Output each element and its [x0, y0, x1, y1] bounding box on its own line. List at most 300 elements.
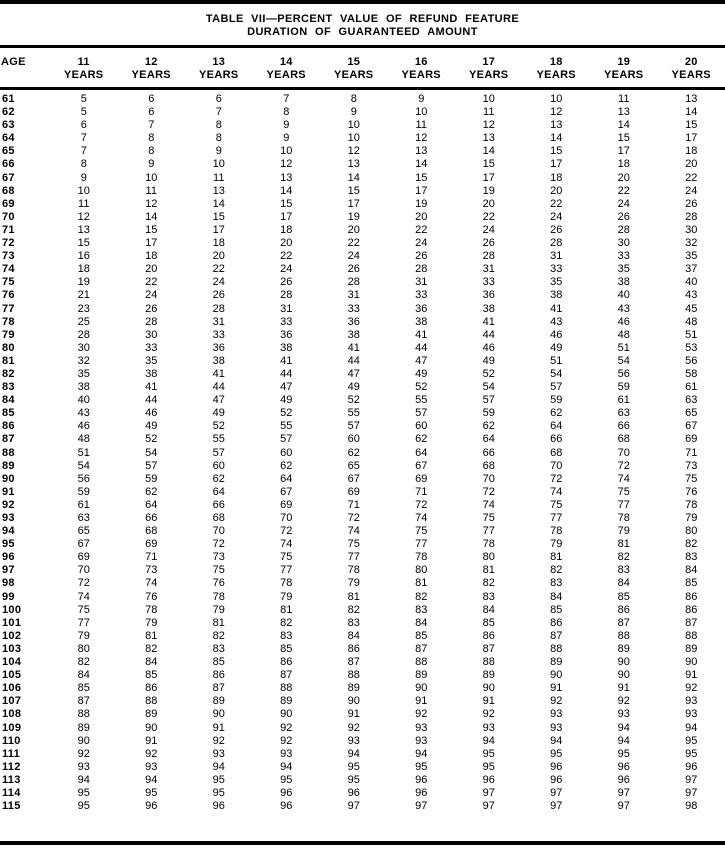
year-header-number: 13 — [185, 56, 253, 69]
value-cell: 22 — [320, 237, 388, 250]
value-cell: 22 — [658, 172, 725, 185]
age-cell: 78 — [0, 316, 50, 329]
value-cell: 43 — [590, 303, 658, 316]
value-cell: 73 — [658, 460, 725, 473]
value-cell: 87 — [320, 656, 388, 669]
value-cell: 86 — [658, 604, 725, 617]
value-cell: 15 — [118, 224, 186, 237]
value-cell: 87 — [590, 617, 658, 630]
value-cell: 57 — [253, 433, 321, 446]
value-cell: 66 — [185, 499, 253, 512]
age-cell: 75 — [0, 276, 50, 289]
value-cell: 47 — [320, 368, 388, 381]
table-row — [0, 185, 725, 198]
value-cell: 73 — [118, 564, 186, 577]
value-cell: 57 — [185, 447, 253, 460]
value-cell: 17 — [253, 211, 321, 224]
table-row — [0, 198, 725, 211]
table-row — [0, 460, 725, 473]
value-cell: 72 — [523, 473, 591, 486]
age-cell: 65 — [0, 145, 50, 158]
value-cell: 24 — [320, 250, 388, 263]
table-row — [0, 89, 725, 107]
value-cell: 88 — [388, 656, 456, 669]
value-cell: 74 — [455, 499, 523, 512]
value-cell: 96 — [523, 774, 591, 787]
value-cell: 85 — [185, 656, 253, 669]
value-cell: 87 — [185, 682, 253, 695]
value-cell: 19 — [388, 198, 456, 211]
value-cell: 60 — [320, 433, 388, 446]
value-cell: 74 — [523, 486, 591, 499]
column-header-year-16 — [388, 48, 456, 89]
value-cell: 83 — [455, 591, 523, 604]
value-cell: 74 — [590, 473, 658, 486]
age-cell: 91 — [0, 486, 50, 499]
table-row — [0, 499, 725, 512]
value-cell: 49 — [320, 381, 388, 394]
value-cell: 79 — [185, 604, 253, 617]
value-cell: 83 — [185, 643, 253, 656]
age-cell: 94 — [0, 525, 50, 538]
value-cell: 90 — [253, 708, 321, 721]
table-row — [0, 774, 725, 787]
value-cell: 97 — [523, 787, 591, 800]
value-cell: 68 — [118, 525, 186, 538]
value-cell: 60 — [185, 460, 253, 473]
age-cell: 109 — [0, 722, 50, 735]
table-row — [0, 250, 725, 263]
age-cell: 107 — [0, 695, 50, 708]
age-cell: 112 — [0, 761, 50, 774]
value-cell: 68 — [185, 512, 253, 525]
value-cell: 65 — [658, 407, 725, 420]
table-row — [0, 237, 725, 250]
value-cell: 61 — [50, 499, 118, 512]
value-cell: 44 — [320, 355, 388, 368]
value-cell: 86 — [185, 669, 253, 682]
table-row — [0, 722, 725, 735]
value-cell: 93 — [523, 722, 591, 735]
age-cell: 106 — [0, 682, 50, 695]
value-cell: 69 — [118, 538, 186, 551]
value-cell: 92 — [455, 708, 523, 721]
table-row — [0, 617, 725, 630]
value-cell: 18 — [590, 158, 658, 171]
table-row — [0, 289, 725, 302]
age-cell: 108 — [0, 708, 50, 721]
value-cell: 9 — [253, 119, 321, 132]
value-cell: 54 — [455, 381, 523, 394]
value-cell: 95 — [320, 774, 388, 787]
value-cell: 84 — [50, 669, 118, 682]
value-cell: 89 — [185, 695, 253, 708]
value-cell: 40 — [658, 276, 725, 289]
table-row — [0, 158, 725, 171]
value-cell: 81 — [253, 604, 321, 617]
value-cell: 49 — [455, 355, 523, 368]
value-cell: 33 — [590, 250, 658, 263]
value-cell: 75 — [320, 538, 388, 551]
value-cell: 49 — [185, 407, 253, 420]
value-cell: 8 — [185, 119, 253, 132]
value-cell: 88 — [658, 630, 725, 643]
year-header-unit: YEARS — [118, 69, 186, 82]
value-cell: 56 — [658, 355, 725, 368]
table-row — [0, 787, 725, 800]
year-header-unit: YEARS — [523, 69, 591, 82]
value-cell: 96 — [185, 800, 253, 813]
value-cell: 82 — [185, 630, 253, 643]
value-cell: 93 — [523, 708, 591, 721]
value-cell: 78 — [185, 591, 253, 604]
value-cell: 92 — [50, 748, 118, 761]
age-cell: 86 — [0, 420, 50, 433]
value-cell: 90 — [185, 708, 253, 721]
value-cell: 10 — [185, 158, 253, 171]
value-cell: 17 — [658, 132, 725, 145]
value-cell: 44 — [388, 342, 456, 355]
value-cell: 14 — [185, 198, 253, 211]
age-cell: 79 — [0, 329, 50, 342]
value-cell: 33 — [185, 329, 253, 342]
value-cell: 33 — [523, 263, 591, 276]
value-cell: 24 — [455, 224, 523, 237]
age-cell: 92 — [0, 499, 50, 512]
value-cell: 94 — [253, 761, 321, 774]
value-cell: 64 — [185, 486, 253, 499]
value-cell: 26 — [118, 303, 186, 316]
value-cell: 92 — [523, 695, 591, 708]
value-cell: 33 — [388, 289, 456, 302]
age-cell: 111 — [0, 748, 50, 761]
table-row — [0, 420, 725, 433]
value-cell: 69 — [388, 473, 456, 486]
value-cell: 28 — [118, 316, 186, 329]
value-cell: 17 — [590, 145, 658, 158]
value-cell: 20 — [658, 158, 725, 171]
column-header-year-13 — [185, 48, 253, 89]
value-cell: 18 — [50, 263, 118, 276]
value-cell: 94 — [118, 774, 186, 787]
value-cell: 88 — [50, 708, 118, 721]
value-cell: 13 — [455, 132, 523, 145]
age-cell: 90 — [0, 473, 50, 486]
value-cell: 24 — [185, 276, 253, 289]
value-cell: 70 — [590, 447, 658, 460]
value-cell: 20 — [590, 172, 658, 185]
value-cell: 13 — [185, 185, 253, 198]
value-cell: 93 — [388, 735, 456, 748]
value-cell: 25 — [50, 316, 118, 329]
value-cell: 97 — [658, 774, 725, 787]
year-header-unit: YEARS — [185, 69, 253, 82]
value-cell: 33 — [455, 276, 523, 289]
value-cell: 41 — [320, 342, 388, 355]
table-row — [0, 132, 725, 145]
column-header-year-12 — [118, 48, 186, 89]
value-cell: 83 — [523, 577, 591, 590]
year-header-unit: YEARS — [658, 69, 725, 82]
value-cell: 15 — [590, 132, 658, 145]
age-cell: 110 — [0, 735, 50, 748]
value-cell: 92 — [253, 722, 321, 735]
age-cell: 82 — [0, 368, 50, 381]
table-row — [0, 355, 725, 368]
table-row — [0, 211, 725, 224]
value-cell: 94 — [590, 722, 658, 735]
value-cell: 61 — [590, 394, 658, 407]
value-cell: 95 — [455, 761, 523, 774]
value-cell: 41 — [118, 381, 186, 394]
column-header-year-20 — [658, 48, 725, 89]
value-cell: 93 — [590, 708, 658, 721]
value-cell: 94 — [590, 735, 658, 748]
value-cell: 75 — [455, 512, 523, 525]
value-cell: 72 — [185, 538, 253, 551]
value-cell: 91 — [455, 695, 523, 708]
value-cell: 77 — [320, 551, 388, 564]
value-cell: 94 — [455, 735, 523, 748]
value-cell: 92 — [253, 735, 321, 748]
year-header-number: 16 — [388, 56, 456, 69]
value-cell: 44 — [118, 394, 186, 407]
value-cell: 31 — [185, 316, 253, 329]
value-cell: 18 — [118, 250, 186, 263]
value-cell: 92 — [388, 708, 456, 721]
value-cell: 9 — [118, 158, 186, 171]
value-cell: 65 — [320, 460, 388, 473]
value-cell: 26 — [455, 237, 523, 250]
value-cell: 95 — [658, 748, 725, 761]
value-cell: 28 — [320, 276, 388, 289]
value-cell: 40 — [590, 289, 658, 302]
value-cell: 7 — [253, 89, 321, 107]
value-cell: 46 — [523, 329, 591, 342]
age-cell: 93 — [0, 512, 50, 525]
value-cell: 83 — [590, 564, 658, 577]
value-cell: 35 — [118, 355, 186, 368]
value-cell: 60 — [388, 420, 456, 433]
value-cell: 38 — [388, 316, 456, 329]
value-cell: 94 — [185, 761, 253, 774]
value-cell: 84 — [455, 604, 523, 617]
value-cell: 28 — [455, 250, 523, 263]
value-cell: 26 — [320, 263, 388, 276]
value-cell: 13 — [590, 106, 658, 119]
value-cell: 28 — [253, 289, 321, 302]
value-cell: 33 — [320, 303, 388, 316]
value-cell: 14 — [590, 119, 658, 132]
year-header-number: 11 — [50, 56, 118, 69]
value-cell: 67 — [50, 538, 118, 551]
value-cell: 49 — [523, 342, 591, 355]
value-cell: 17 — [388, 185, 456, 198]
value-cell: 22 — [455, 211, 523, 224]
value-cell: 86 — [523, 617, 591, 630]
age-cell: 74 — [0, 263, 50, 276]
value-cell: 54 — [118, 447, 186, 460]
value-cell: 87 — [455, 643, 523, 656]
value-cell: 33 — [118, 342, 186, 355]
value-cell: 91 — [523, 682, 591, 695]
age-cell: 72 — [0, 237, 50, 250]
value-cell: 28 — [388, 263, 456, 276]
value-cell: 7 — [185, 106, 253, 119]
value-cell: 92 — [185, 735, 253, 748]
value-cell: 17 — [523, 158, 591, 171]
value-cell: 10 — [455, 89, 523, 107]
value-cell: 85 — [388, 630, 456, 643]
column-header-year-19 — [590, 48, 658, 89]
age-cell: 83 — [0, 381, 50, 394]
value-cell: 96 — [253, 800, 321, 813]
value-cell: 83 — [658, 551, 725, 564]
value-cell: 82 — [50, 656, 118, 669]
value-cell: 59 — [523, 394, 591, 407]
value-cell: 85 — [590, 591, 658, 604]
value-cell: 26 — [590, 211, 658, 224]
value-cell: 91 — [388, 695, 456, 708]
value-cell: 83 — [253, 630, 321, 643]
table-row — [0, 303, 725, 316]
value-cell: 67 — [658, 420, 725, 433]
value-cell: 81 — [118, 630, 186, 643]
age-cell: 89 — [0, 460, 50, 473]
value-cell: 8 — [118, 145, 186, 158]
value-cell: 6 — [50, 119, 118, 132]
value-cell: 93 — [50, 761, 118, 774]
value-cell: 68 — [523, 447, 591, 460]
table-row — [0, 577, 725, 590]
table-row — [0, 551, 725, 564]
value-cell: 60 — [253, 447, 321, 460]
value-cell: 75 — [50, 604, 118, 617]
value-cell: 81 — [388, 577, 456, 590]
value-cell: 95 — [388, 761, 456, 774]
value-cell: 12 — [388, 132, 456, 145]
age-cell: 66 — [0, 158, 50, 171]
value-cell: 46 — [50, 420, 118, 433]
value-cell: 77 — [590, 499, 658, 512]
value-cell: 80 — [388, 564, 456, 577]
value-cell: 89 — [658, 643, 725, 656]
value-cell: 68 — [455, 460, 523, 473]
value-cell: 10 — [320, 132, 388, 145]
value-cell: 30 — [658, 224, 725, 237]
value-cell: 31 — [523, 250, 591, 263]
value-cell: 90 — [658, 656, 725, 669]
value-cell: 67 — [388, 460, 456, 473]
value-cell: 77 — [253, 564, 321, 577]
value-cell: 54 — [590, 355, 658, 368]
value-cell: 76 — [185, 577, 253, 590]
value-cell: 82 — [523, 564, 591, 577]
age-cell: 99 — [0, 591, 50, 604]
value-cell: 26 — [658, 198, 725, 211]
value-cell: 88 — [118, 695, 186, 708]
age-cell: 88 — [0, 447, 50, 460]
value-cell: 47 — [253, 381, 321, 394]
value-cell: 82 — [118, 643, 186, 656]
column-header-year-14 — [253, 48, 321, 89]
table-body — [0, 89, 725, 814]
value-cell: 93 — [253, 748, 321, 761]
value-cell: 20 — [185, 250, 253, 263]
value-cell: 79 — [658, 512, 725, 525]
value-cell: 77 — [50, 617, 118, 630]
value-cell: 71 — [388, 486, 456, 499]
value-cell: 79 — [253, 591, 321, 604]
value-cell: 17 — [118, 237, 186, 250]
table-row — [0, 564, 725, 577]
value-cell: 82 — [590, 551, 658, 564]
value-cell: 93 — [658, 708, 725, 721]
value-cell: 22 — [388, 224, 456, 237]
value-cell: 82 — [253, 617, 321, 630]
value-cell: 81 — [590, 538, 658, 551]
value-cell: 59 — [590, 381, 658, 394]
value-cell: 21 — [50, 289, 118, 302]
value-cell: 81 — [185, 617, 253, 630]
column-header-year-18 — [523, 48, 591, 89]
value-cell: 89 — [253, 695, 321, 708]
value-cell: 93 — [118, 761, 186, 774]
value-cell: 68 — [590, 433, 658, 446]
value-cell: 44 — [185, 381, 253, 394]
value-cell: 12 — [50, 211, 118, 224]
value-cell: 92 — [590, 695, 658, 708]
value-cell: 5 — [50, 89, 118, 107]
value-cell: 24 — [523, 211, 591, 224]
value-cell: 8 — [118, 132, 186, 145]
value-cell: 18 — [523, 172, 591, 185]
value-cell: 33 — [253, 316, 321, 329]
value-cell: 67 — [253, 486, 321, 499]
value-cell: 97 — [523, 800, 591, 813]
value-cell: 22 — [185, 263, 253, 276]
value-cell: 78 — [118, 604, 186, 617]
value-cell: 19 — [320, 211, 388, 224]
value-cell: 44 — [455, 329, 523, 342]
value-cell: 96 — [388, 787, 456, 800]
value-cell: 47 — [388, 355, 456, 368]
table-row — [0, 342, 725, 355]
value-cell: 79 — [50, 630, 118, 643]
value-cell: 44 — [253, 368, 321, 381]
year-header-number: 15 — [320, 56, 388, 69]
value-cell: 78 — [455, 538, 523, 551]
value-cell: 71 — [320, 499, 388, 512]
value-cell: 22 — [118, 276, 186, 289]
value-cell: 14 — [658, 106, 725, 119]
value-cell: 8 — [253, 106, 321, 119]
value-cell: 41 — [388, 329, 456, 342]
value-cell: 15 — [658, 119, 725, 132]
value-cell: 86 — [590, 604, 658, 617]
age-cell: 73 — [0, 250, 50, 263]
value-cell: 26 — [185, 289, 253, 302]
value-cell: 35 — [523, 276, 591, 289]
value-cell: 35 — [658, 250, 725, 263]
value-cell: 12 — [118, 198, 186, 211]
value-cell: 57 — [320, 420, 388, 433]
value-cell: 78 — [253, 577, 321, 590]
age-cell: 77 — [0, 303, 50, 316]
value-cell: 9 — [320, 106, 388, 119]
value-cell: 95 — [118, 787, 186, 800]
value-cell: 96 — [455, 774, 523, 787]
